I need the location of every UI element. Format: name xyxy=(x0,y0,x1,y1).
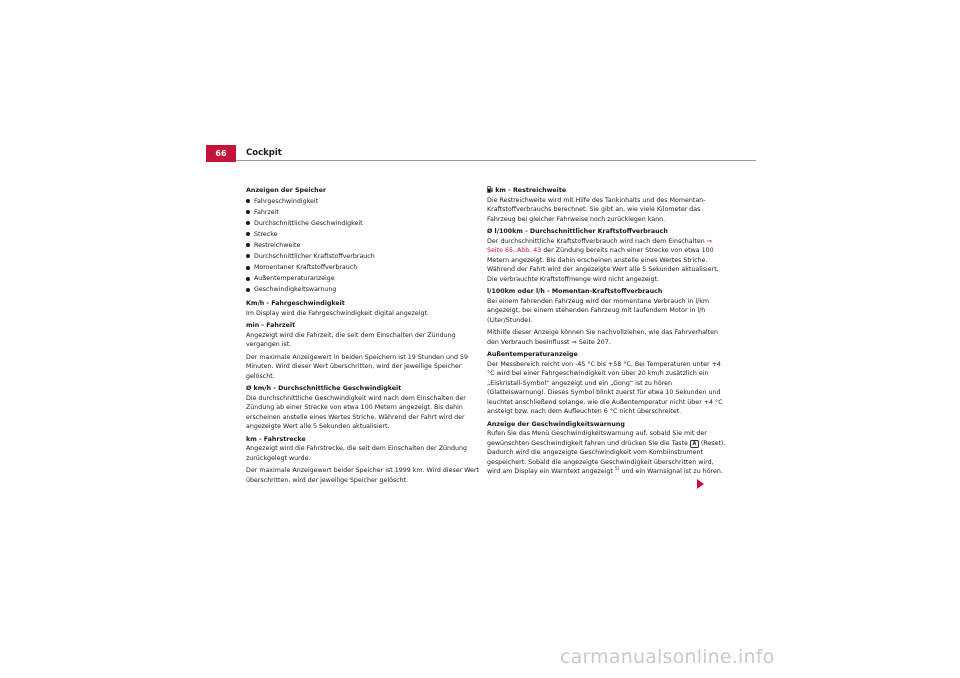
current-fuel-text: Bei einem fahrenden Fahrzeug wird der momentane Verbrauch in l/km angezeigt, bei einem stehenden Fahrzeug mit laufendem Motor in l/h (Liter/Stunde). xyxy=(487,297,710,324)
avg-fuel-text-a: Der durchschnittliche Kraftstoffverbrauch wird nach dem Einschalten xyxy=(487,237,705,245)
current-fuel-text-2: Mithilfe dieser Anzeige können Sie nachvollziehen, wie das Fahrverhalten den Verbrauch beeinflusst ⇒ Seite 207. xyxy=(487,329,719,346)
speed-warning-text-c: und ein Warnsignal ist zu hören. xyxy=(619,468,723,475)
page-reference-link[interactable]: ⇒ Seite 65, Abb. 43 xyxy=(487,237,712,254)
list-item: Momentaner Kraftstoffverbrauch xyxy=(246,262,486,273)
left-column xyxy=(246,186,486,488)
memory-section xyxy=(246,186,486,295)
avg-speed-text: Die durchschnittliche Geschwindigkeit wird nach dem Einschalten der Zündung ab einer Strecke von etwa 100 Metern angezeigt. Bis dahin erscheinen anstelle eines Wertes Striche. Während der Fahrt wird der angezeigte Wert alle 5 Sekunden aktualisiert. xyxy=(246,394,466,431)
distance-section xyxy=(246,435,486,486)
fuel-pump-icon xyxy=(487,186,493,193)
avg-speed-heading: Ø km/h - Durchschnittliche Geschwindigkeit xyxy=(246,385,402,393)
avg-speed-section xyxy=(246,384,486,432)
list-item: Restreichweite xyxy=(246,240,486,251)
temperature-heading: Außentemperaturanzeige xyxy=(487,351,578,358)
header-divider xyxy=(236,160,756,161)
time-text: Angezeigt wird die Fahrzeit, die seit dem Einschalten der Zündung vergangen ist. xyxy=(246,331,456,349)
time-text-max: Der maximale Anzeigewert in beiden Speichern ist 19 Stunden und 59 Minuten. Wird dieser Wert überschritten, wird der jeweilige Speicher gelöscht. xyxy=(246,353,469,380)
list-item: Strecke xyxy=(246,229,486,240)
speed-warning-text-a: Rufen Sie das Menü Geschwindigkeitswarnung auf, sobald Sie mit der gewünschten Geschwindigkeit fahren und drücken Sie die Taste xyxy=(487,430,707,447)
list-item: Durchschnittlicher Kraftstoffverbrauch xyxy=(246,251,486,262)
range-section xyxy=(487,186,727,224)
speed-heading: Km/h - Fahrgeschwindigkeit xyxy=(246,300,345,308)
footnote-marker: 5) xyxy=(614,466,620,472)
distance-heading: km - Fahrstrecke xyxy=(246,435,306,443)
speed-warning-section xyxy=(487,420,727,477)
temperature-text: Der Messbereich reicht von -45 °C bis +58 °C. Bei Temperaturen unter +4 °C wird bei einer Fahrgeschwindigkeit von über 20 km/h zusätzlich ein „Eiskristall-Symbol“ angezeigt und ein „Gong“ ist zu hören (Glatteiswarnung). Dieses Symbol blinkt zuerst für etwa 10 Sekunden und leuchtet anschließend solange, wie die Außentemperatur nicht über +4 °C ansteigt bzw. nach dem Aufleuchten 6 °C nicht überschreitet. xyxy=(487,360,723,415)
avg-fuel-text xyxy=(487,237,727,285)
speed-section xyxy=(246,299,486,318)
current-fuel-section xyxy=(487,287,727,347)
next-page-arrow-icon xyxy=(697,479,704,489)
range-heading-label: km - Restreichweite xyxy=(495,187,567,194)
speed-warning-text xyxy=(487,429,727,477)
avg-fuel-section xyxy=(487,227,727,284)
avg-fuel-heading: Ø l/100km - Durchschnittlicher Kraftstoffverbrauch xyxy=(487,228,668,235)
current-fuel-heading: l/100km oder l/h - Momentan-Kraftstoffverbrauch xyxy=(487,288,663,295)
memory-list xyxy=(246,196,486,296)
time-section xyxy=(246,321,486,381)
temperature-section xyxy=(487,350,727,417)
list-item: Geschwindigkeitswarnung xyxy=(246,284,486,295)
memory-heading: Anzeigen der Speicher xyxy=(246,187,327,194)
list-item: Durchschnittliche Geschwindigkeit xyxy=(246,218,486,229)
watermark: carmanualsonline.info xyxy=(560,646,775,668)
time-heading: min - Fahrzeit xyxy=(246,322,296,330)
list-item: Fahrgeschwindigkeit xyxy=(246,196,486,207)
reset-key-icon: A xyxy=(690,440,699,448)
list-item: Fahrzeit xyxy=(246,207,486,218)
right-column xyxy=(487,186,727,480)
speed-text: Im Display wird die Fahrgeschwindigkeit digital angezeigt. xyxy=(246,309,430,317)
speed-warning-text-b: (Reset). Dadurch wird die angezeigte Geschwindigkeit vom Kombiinstrument gespeichert. Sobald die angezeigte Geschwindigkeit überschritten wird, wird am Display ein Warntext angezeigt xyxy=(487,439,726,475)
range-heading xyxy=(487,186,727,196)
page-title: Cockpit xyxy=(246,148,282,158)
speed-warning-heading: Anzeige der Geschwindigkeitswarnung xyxy=(487,420,625,428)
page-number: 66 xyxy=(206,145,236,162)
list-item: Außentemperaturanzeige xyxy=(246,273,486,284)
avg-fuel-text-b: der Zündung bereits nach einer Strecke von etwa 100 Metern angezeigt. Bis dahin erscheinen anstelle eines Wertes Striche. Während der Fahrt wird der angezeigte Wert alle 5 Sekunden aktualisiert. Die verbrauchte Kraftstoffmenge wird nicht angezeigt. xyxy=(487,247,719,283)
distance-text: Angezeigt wird die Fahrstrecke, die seit dem Einschalten der Zündung zurückgelegt wurde. xyxy=(246,445,468,462)
distance-text-max: Der maximale Anzeigewert beider Speicher ist 1999 km. Wird dieser Wert überschritten, wird der jeweilige Speicher gelöscht. xyxy=(246,467,479,484)
range-text: Die Restreichweite wird mit Hilfe des Tankinhalts und des Momentan-Kraftstoffverbrauchs berechnet. Sie gibt an, wie viele Kilometer das Fahrzeug bei gleicher Fahrweise noch zurücklegen kann. xyxy=(487,196,706,223)
